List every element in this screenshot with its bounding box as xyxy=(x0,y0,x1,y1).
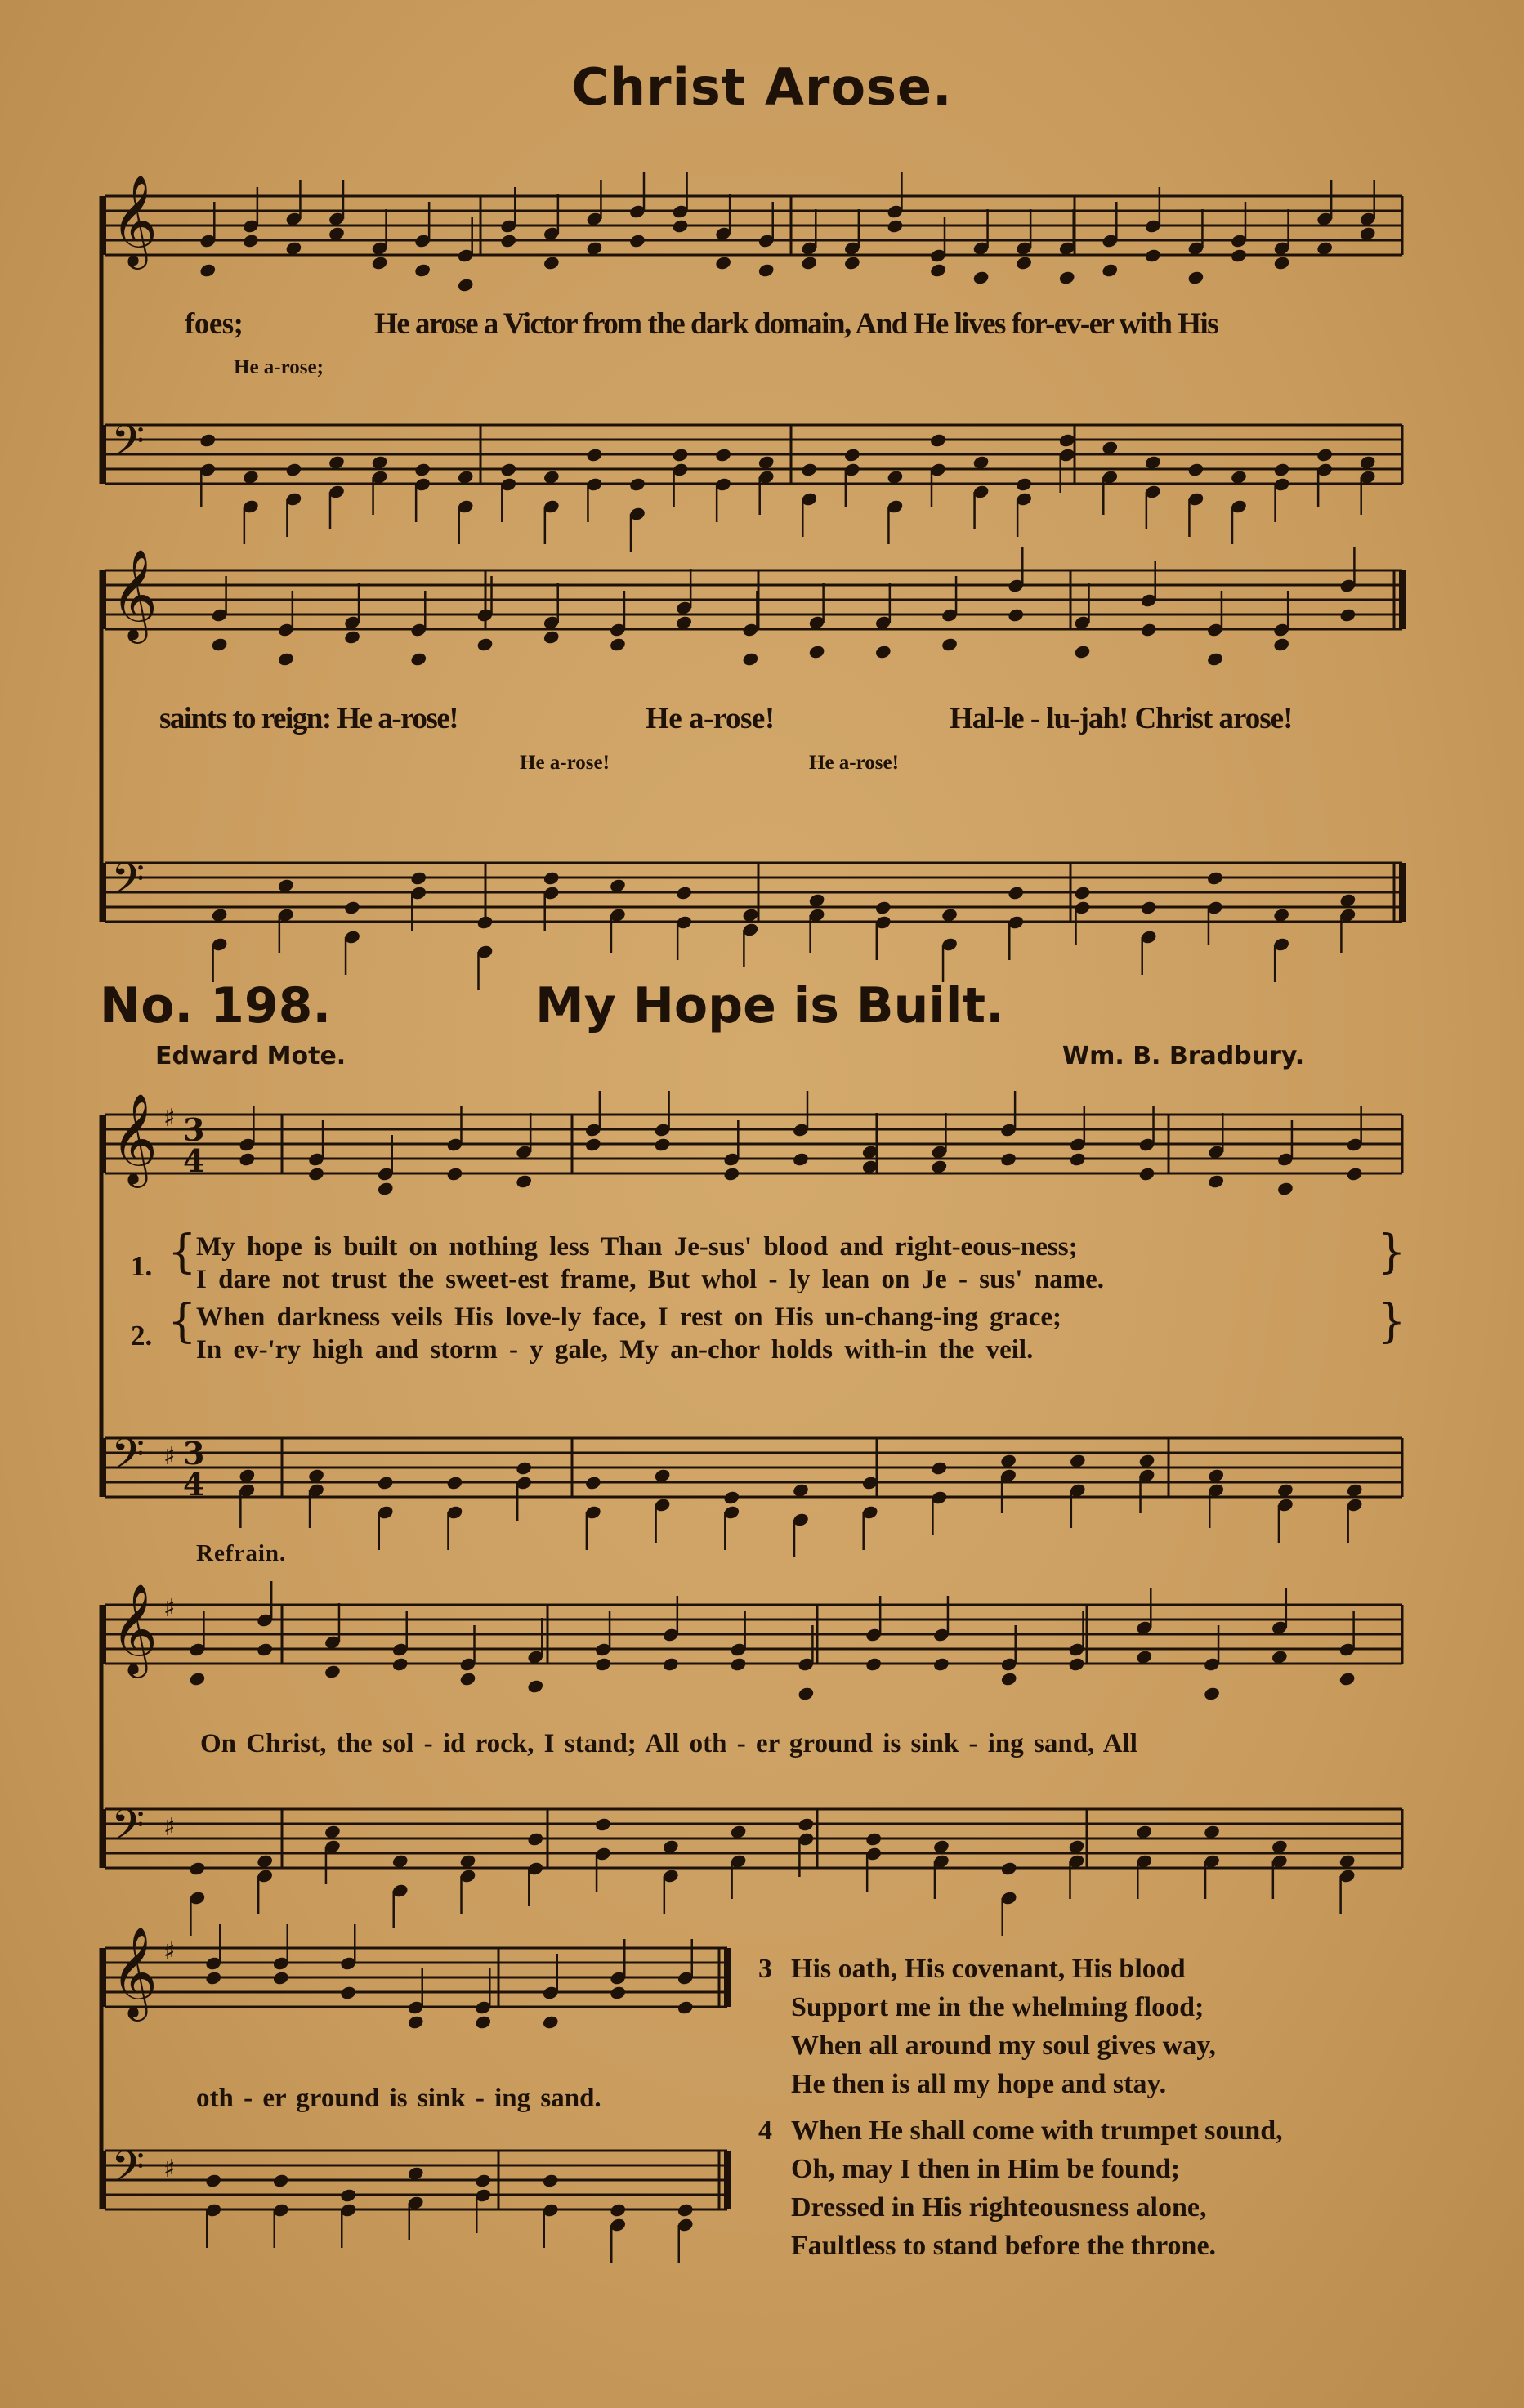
note-head xyxy=(1206,651,1224,667)
key-sharp-icon: ♯ xyxy=(163,1937,176,1966)
note-head xyxy=(239,1151,257,1167)
refrain-line-1: On Christ, the sol - id rock, I stand; All oth - er ground is sink - ing sand, All xyxy=(200,1729,1137,1758)
stanza-4-line-1: When He shall come with trumpet sound, xyxy=(791,2115,1283,2146)
note-head xyxy=(1068,1656,1086,1672)
note-head xyxy=(887,218,905,234)
note-head xyxy=(407,2014,425,2030)
note-head xyxy=(343,629,361,645)
note-head xyxy=(199,432,217,448)
note-head xyxy=(307,1166,325,1182)
stanza-4-line-2: Oh, may I then in Him be found; xyxy=(791,2154,1181,2184)
hymn1-echo: He a-rose; xyxy=(234,356,324,378)
note-head xyxy=(409,870,427,886)
note-head xyxy=(1276,1181,1294,1196)
note-head xyxy=(758,262,775,278)
hymn1-echo-2: He a-rose! xyxy=(809,752,899,774)
note-head xyxy=(1187,462,1205,477)
note-head xyxy=(526,1678,544,1694)
note-head xyxy=(272,1970,290,1986)
stanza-4-line-3: Dressed in His righteousness alone, xyxy=(791,2192,1207,2223)
bass-clef-icon: 𝄢 xyxy=(111,2142,145,2203)
hymn1-lyric-b: He a-rose! xyxy=(646,702,775,735)
treble-clef-icon: 𝄞 xyxy=(111,1583,158,1674)
note-head xyxy=(609,1985,627,2000)
note-head xyxy=(722,1166,740,1182)
time-sig-top: 3 xyxy=(183,1111,205,1148)
bass-clef-icon: 𝄢 xyxy=(111,1430,145,1490)
note-head xyxy=(800,462,818,477)
note-head xyxy=(242,233,260,248)
note-head xyxy=(413,262,431,278)
note-head xyxy=(929,262,947,278)
note-head xyxy=(256,1642,274,1657)
note-head xyxy=(1207,1173,1225,1189)
note-head xyxy=(272,2173,290,2188)
note-head xyxy=(499,462,517,477)
key-sharp-icon: ♯ xyxy=(163,2155,176,2183)
verse-2-line-1: When darkness veils His love-ly face, I rest on His un-chang-ing grace; xyxy=(196,1302,1062,1332)
stanza-3-number: 3 xyxy=(758,1954,772,1984)
hymn2-author: Edward Mote. xyxy=(155,1042,346,1070)
hymn2-title: My Hope is Built. xyxy=(535,977,1004,1034)
note-head xyxy=(722,1490,740,1505)
note-head xyxy=(1058,432,1076,448)
note-head xyxy=(931,1460,949,1476)
note-head xyxy=(474,2173,492,2188)
note-head xyxy=(584,1475,602,1490)
note-head xyxy=(446,1475,464,1490)
bass-clef-icon: 𝄢 xyxy=(111,1801,145,1861)
verse-1-line-2: I dare not trust the sweet-est frame, But whol - ly lean on Je - sus' name. xyxy=(196,1265,1104,1294)
hymn2-composer: Wm. B. Bradbury. xyxy=(1062,1042,1305,1070)
hymn1-lyric-start: foes; xyxy=(185,307,244,341)
note-head xyxy=(543,629,561,645)
treble-clef-icon: 𝄞 xyxy=(111,548,158,640)
note-head xyxy=(1346,1166,1364,1182)
note-head xyxy=(929,432,947,448)
note-head xyxy=(1339,607,1357,623)
note-head xyxy=(542,2173,560,2188)
key-sharp-icon: ♯ xyxy=(163,1104,176,1133)
note-head xyxy=(1273,462,1291,477)
note-head xyxy=(843,447,861,462)
note-head xyxy=(204,2173,222,2188)
verse-2-line-2: In ev-'ry high and storm - y gale, My an-chor holds with-in the veil. xyxy=(196,1335,1034,1365)
stanza-3-line-1: His oath, His covenant, His blood xyxy=(791,1954,1186,1984)
note-head xyxy=(654,1137,672,1152)
note-head xyxy=(1187,270,1205,285)
verse-1-number: 1. xyxy=(131,1250,153,1282)
note-head xyxy=(1015,255,1033,270)
note-head xyxy=(792,1151,810,1167)
note-head xyxy=(211,637,229,652)
note-head xyxy=(199,262,217,278)
note-head xyxy=(999,1151,1017,1167)
note-head xyxy=(457,277,475,293)
bass-clef-icon: 𝄢 xyxy=(111,417,145,477)
verse-2-brace-right: } xyxy=(1377,1295,1406,1348)
note-head xyxy=(874,900,892,915)
note-head xyxy=(742,651,760,667)
note-head xyxy=(675,885,693,900)
note-head xyxy=(672,447,690,462)
note-head xyxy=(798,1686,816,1701)
hymn1-lyric-c: Hal-le - lu-jah! Christ arose! xyxy=(950,702,1293,735)
note-head xyxy=(1339,1671,1356,1686)
note-head xyxy=(628,233,646,248)
verse-1-brace-right: } xyxy=(1377,1226,1406,1279)
note-head xyxy=(586,447,604,462)
note-head xyxy=(1138,1166,1156,1182)
treble-clef-icon: 𝄞 xyxy=(111,1092,158,1184)
note-head xyxy=(662,1656,680,1672)
note-head xyxy=(371,255,389,270)
verse-1-line-1: My hope is built on nothing less Than Je-sus' blood and right-eous-ness; xyxy=(196,1232,1078,1262)
note-head xyxy=(808,644,826,659)
refrain-line-2: oth - er ground is sink - ing sand. xyxy=(196,2084,601,2113)
treble-clef-icon: 𝄞 xyxy=(111,1926,158,2017)
note-head xyxy=(800,255,818,270)
note-head xyxy=(798,1816,816,1832)
note-head xyxy=(1230,248,1248,263)
note-head xyxy=(339,1985,357,2000)
hymn1-lyric-a: saints to reign: He a-rose! xyxy=(159,702,458,735)
note-head xyxy=(413,462,431,477)
note-head xyxy=(843,255,861,270)
refrain-label: Refrain. xyxy=(196,1540,287,1566)
note-head xyxy=(609,2202,627,2218)
note-head xyxy=(409,651,427,667)
note-head xyxy=(865,1656,883,1672)
note-head xyxy=(1007,885,1025,900)
note-head xyxy=(339,2187,357,2203)
stanza-3-line-3: When all around my soul gives way, xyxy=(791,2030,1216,2061)
note-head xyxy=(1101,262,1119,278)
treble-clef-icon: 𝄞 xyxy=(111,174,158,266)
note-head xyxy=(677,2202,695,2218)
note-head xyxy=(677,1999,695,2015)
note-head xyxy=(714,255,732,270)
note-head xyxy=(584,1137,602,1152)
note-head xyxy=(543,255,561,270)
note-head xyxy=(730,1656,748,1672)
note-head xyxy=(932,1656,950,1672)
note-head xyxy=(515,1460,533,1476)
note-head xyxy=(972,270,990,285)
note-head xyxy=(1058,270,1076,285)
note-head xyxy=(714,447,732,462)
note-head xyxy=(1206,870,1224,886)
stanza-4-line-4: Faultless to stand before the throne. xyxy=(791,2231,1217,2261)
time-sig-bottom: 4 xyxy=(183,1466,205,1503)
stanza-3-line-2: Support me in the whelming flood; xyxy=(791,1992,1204,2022)
note-head xyxy=(391,1656,409,1672)
note-head xyxy=(1273,255,1291,270)
note-head xyxy=(474,2014,492,2030)
note-head xyxy=(1015,476,1033,492)
stanza-4-number: 4 xyxy=(758,2115,772,2146)
verse-2-number: 2. xyxy=(131,1320,153,1351)
note-head xyxy=(865,1831,883,1847)
note-head xyxy=(446,1166,464,1182)
note-head xyxy=(1007,607,1025,623)
note-head xyxy=(377,1475,395,1490)
verse-1-brace: { xyxy=(168,1226,197,1279)
time-sig-bottom: 4 xyxy=(183,1142,205,1179)
note-head xyxy=(874,644,892,659)
note-head xyxy=(941,637,959,652)
note-head xyxy=(1074,885,1092,900)
key-sharp-icon: ♯ xyxy=(163,1594,176,1623)
hymn1-lyric-main: He arose a Victor from the dark domain, And He lives for-ev-er with His xyxy=(374,307,1218,341)
note-head xyxy=(285,462,303,477)
note-head xyxy=(1272,637,1290,652)
note-head xyxy=(277,651,295,667)
hymn-number: No. 198. xyxy=(100,977,332,1034)
hymn1-echo-1: He a-rose! xyxy=(520,752,610,774)
verse-2-brace: { xyxy=(168,1295,197,1348)
note-head xyxy=(594,1816,612,1832)
note-head xyxy=(594,1656,612,1672)
note-head xyxy=(377,1181,395,1196)
note-head xyxy=(189,1671,207,1686)
time-sig-top: 3 xyxy=(183,1435,205,1472)
note-head xyxy=(476,914,494,930)
hymn1-title: Christ Arose. xyxy=(571,57,953,117)
key-sharp-icon: ♯ xyxy=(163,1813,176,1842)
key-sharp-icon: ♯ xyxy=(163,1442,176,1471)
note-head xyxy=(189,1861,207,1876)
note-head xyxy=(628,476,646,492)
note-head xyxy=(543,870,561,886)
note-head xyxy=(609,637,627,652)
bass-clef-icon: 𝄢 xyxy=(111,855,145,915)
note-head xyxy=(1000,1861,1018,1876)
note-head xyxy=(324,1664,342,1679)
note-head xyxy=(1000,1671,1018,1686)
note-head xyxy=(459,1671,477,1686)
note-head xyxy=(1069,1151,1087,1167)
note-head xyxy=(1074,644,1092,659)
note-head xyxy=(343,900,361,915)
note-head xyxy=(672,218,690,234)
note-head xyxy=(204,1970,222,1986)
note-head xyxy=(1144,248,1162,263)
note-head xyxy=(499,233,517,248)
note-head xyxy=(515,1173,533,1189)
stanza-3-line-4: He then is all my hope and stay. xyxy=(791,2069,1167,2099)
note-head xyxy=(1316,447,1334,462)
note-head xyxy=(1203,1686,1221,1701)
note-head xyxy=(526,1831,544,1847)
note-head xyxy=(542,2014,560,2030)
note-head xyxy=(476,637,494,652)
note-head xyxy=(1140,622,1158,637)
note-head xyxy=(1140,900,1158,915)
